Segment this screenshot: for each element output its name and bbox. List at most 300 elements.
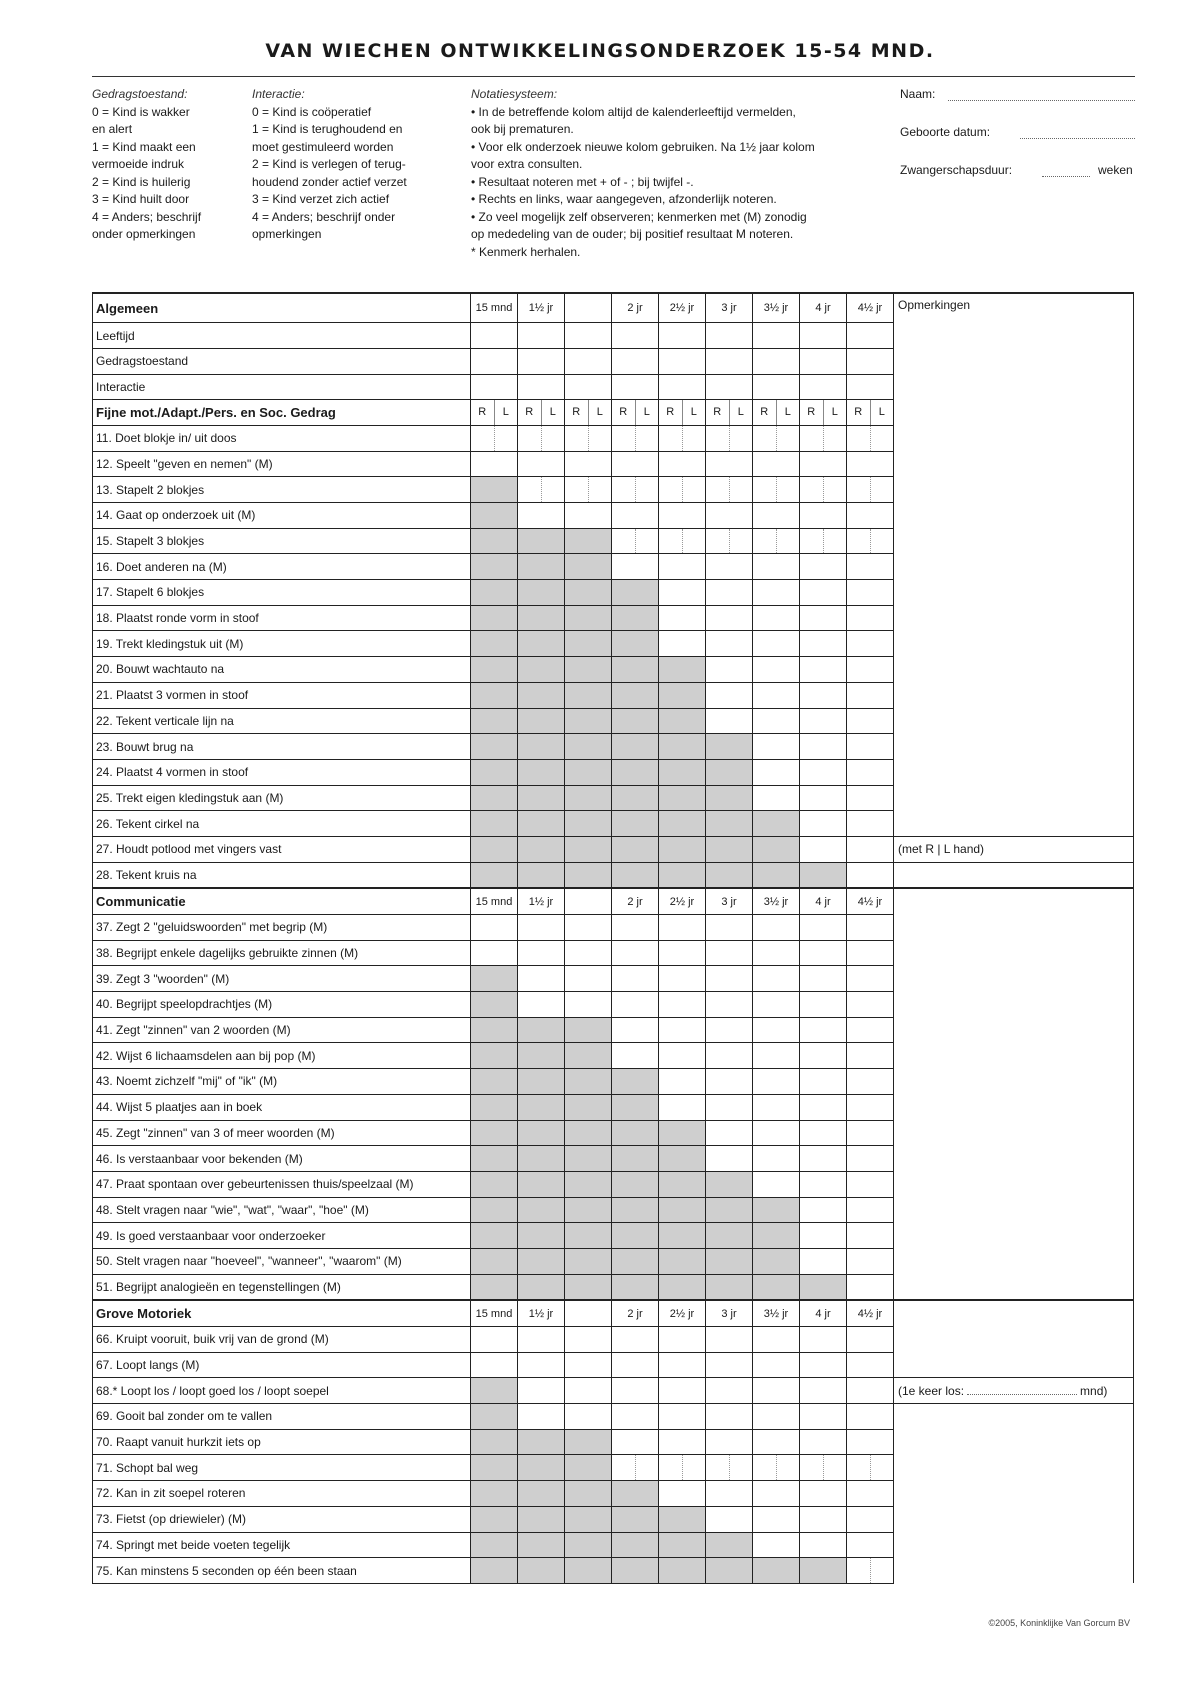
right-half[interactable] [659,426,683,451]
remarks-cell[interactable] [894,657,1134,683]
geboortedatum-field[interactable] [1020,126,1135,139]
result-cell[interactable] [753,940,800,966]
result-cell[interactable] [518,374,565,400]
result-cell[interactable] [753,785,800,811]
result-cell[interactable] [659,1455,706,1481]
remarks-cell[interactable] [894,1404,1134,1430]
remarks-cell[interactable] [894,811,1134,837]
result-cell[interactable] [800,1378,847,1404]
result-cell[interactable] [753,1043,800,1069]
result-cell[interactable] [706,966,753,992]
result-cell[interactable] [706,1017,753,1043]
result-cell[interactable] [706,580,753,606]
result-cell[interactable] [565,992,612,1018]
result-cell[interactable] [800,785,847,811]
result-cell[interactable] [753,1120,800,1146]
result-cell[interactable] [847,425,894,451]
result-cell[interactable] [659,631,706,657]
result-cell[interactable] [612,477,659,503]
remarks-cell[interactable] [894,966,1134,992]
result-cell[interactable] [753,708,800,734]
result-cell[interactable] [847,1558,894,1584]
result-cell[interactable] [518,425,565,451]
result-cell[interactable] [847,348,894,374]
result-cell[interactable] [800,348,847,374]
result-cell[interactable] [847,862,894,888]
remarks-cell[interactable] [894,1197,1134,1223]
result-cell[interactable] [659,554,706,580]
result-cell[interactable] [518,1327,565,1353]
result-cell[interactable] [706,425,753,451]
result-cell[interactable] [565,477,612,503]
result-cell[interactable] [471,1352,518,1378]
left-half[interactable] [871,529,894,554]
result-cell[interactable] [847,1352,894,1378]
left-half[interactable] [824,477,847,502]
result-cell[interactable] [753,1404,800,1430]
remarks-cell[interactable] [894,503,1134,529]
right-half[interactable] [800,1455,824,1480]
result-cell[interactable] [800,451,847,477]
result-cell[interactable] [659,503,706,529]
result-cell[interactable] [706,1455,753,1481]
result-cell[interactable] [706,915,753,941]
left-half[interactable] [636,1455,659,1480]
result-cell[interactable] [659,425,706,451]
result-cell[interactable] [753,1094,800,1120]
result-cell[interactable] [612,1429,659,1455]
result-cell[interactable] [706,1146,753,1172]
result-cell[interactable] [706,657,753,683]
result-cell[interactable] [847,1532,894,1558]
result-cell[interactable] [565,966,612,992]
result-cell[interactable] [753,1146,800,1172]
remarks-cell[interactable] [894,1248,1134,1274]
remarks-cell[interactable] [894,785,1134,811]
right-half[interactable] [518,426,542,451]
result-cell[interactable] [847,477,894,503]
remarks-cell[interactable] [894,708,1134,734]
remarks-cell[interactable] [894,631,1134,657]
result-cell[interactable] [800,1146,847,1172]
result-cell[interactable] [612,503,659,529]
result-cell[interactable] [800,323,847,349]
right-half[interactable] [706,1455,730,1480]
left-half[interactable] [730,529,753,554]
result-cell[interactable] [706,323,753,349]
right-half[interactable] [659,529,683,554]
result-cell[interactable] [706,605,753,631]
result-cell[interactable] [800,374,847,400]
result-cell[interactable] [565,940,612,966]
remarks-cell[interactable] [894,1043,1134,1069]
result-cell[interactable] [706,1327,753,1353]
remarks-cell[interactable] [894,940,1134,966]
result-cell[interactable] [706,992,753,1018]
result-cell[interactable] [847,759,894,785]
result-cell[interactable] [753,451,800,477]
result-cell[interactable] [800,1532,847,1558]
left-half[interactable] [683,426,706,451]
result-cell[interactable] [753,528,800,554]
result-cell[interactable] [847,1223,894,1249]
right-half[interactable] [847,426,871,451]
right-half[interactable] [518,477,542,502]
result-cell[interactable] [847,1043,894,1069]
result-cell[interactable] [706,348,753,374]
remarks-cell[interactable] [894,1506,1134,1532]
remarks-cell[interactable] [894,759,1134,785]
result-cell[interactable] [518,940,565,966]
result-cell[interactable] [706,503,753,529]
result-cell[interactable] [800,1043,847,1069]
result-cell[interactable] [800,1506,847,1532]
result-cell[interactable] [518,348,565,374]
result-cell[interactable] [753,1017,800,1043]
result-cell[interactable] [612,1378,659,1404]
right-half[interactable] [612,426,636,451]
result-cell[interactable] [847,451,894,477]
remarks-cell[interactable] [894,528,1134,554]
right-half[interactable] [659,1455,683,1480]
result-cell[interactable] [847,682,894,708]
result-cell[interactable] [753,425,800,451]
result-cell[interactable] [800,1455,847,1481]
right-half[interactable] [612,529,636,554]
result-cell[interactable] [659,1429,706,1455]
remarks-cell[interactable] [894,374,1134,400]
naam-field[interactable] [948,88,1135,101]
right-half[interactable] [800,477,824,502]
remarks-cell[interactable] [894,1327,1134,1353]
result-cell[interactable] [471,915,518,941]
result-cell[interactable] [800,966,847,992]
result-cell[interactable] [565,374,612,400]
result-cell[interactable] [565,1378,612,1404]
remark-dots[interactable] [967,1394,1077,1395]
left-half[interactable] [495,426,518,451]
left-half[interactable] [824,529,847,554]
left-half[interactable] [542,426,565,451]
result-cell[interactable] [706,708,753,734]
result-cell[interactable] [753,734,800,760]
remarks-cell[interactable] [894,605,1134,631]
result-cell[interactable] [800,708,847,734]
left-half[interactable] [777,1455,800,1480]
remarks-cell[interactable] [894,580,1134,606]
result-cell[interactable] [518,1378,565,1404]
result-cell[interactable] [847,836,894,862]
result-cell[interactable] [565,425,612,451]
result-cell[interactable] [800,1017,847,1043]
right-half[interactable] [706,426,730,451]
result-cell[interactable] [471,451,518,477]
result-cell[interactable] [753,323,800,349]
result-cell[interactable] [518,323,565,349]
result-cell[interactable] [659,1327,706,1353]
result-cell[interactable] [659,966,706,992]
result-cell[interactable] [659,1404,706,1430]
remarks-cell[interactable] [894,554,1134,580]
left-half[interactable] [824,426,847,451]
result-cell[interactable] [753,374,800,400]
result-cell[interactable] [800,1069,847,1095]
result-cell[interactable] [753,915,800,941]
remarks-cell[interactable] [894,1558,1134,1584]
result-cell[interactable] [753,1481,800,1507]
result-cell[interactable] [471,1327,518,1353]
result-cell[interactable] [706,1378,753,1404]
result-cell[interactable] [847,657,894,683]
result-cell[interactable] [800,631,847,657]
result-cell[interactable] [847,605,894,631]
right-half[interactable] [753,1455,777,1480]
right-half[interactable] [471,426,495,451]
right-half[interactable] [753,477,777,502]
result-cell[interactable] [471,374,518,400]
left-half[interactable] [636,477,659,502]
result-cell[interactable] [847,1429,894,1455]
remarks-cell[interactable] [894,1532,1134,1558]
left-half[interactable] [777,426,800,451]
result-cell[interactable] [847,811,894,837]
result-cell[interactable] [847,966,894,992]
result-cell[interactable] [847,1146,894,1172]
left-half[interactable] [871,426,894,451]
zwangerschap-field[interactable] [1042,164,1090,177]
right-half[interactable] [847,477,871,502]
result-cell[interactable] [753,1352,800,1378]
result-cell[interactable] [659,940,706,966]
result-cell[interactable] [847,1171,894,1197]
result-cell[interactable] [518,966,565,992]
result-cell[interactable] [800,915,847,941]
remarks-cell[interactable] [894,915,1134,941]
result-cell[interactable] [847,528,894,554]
result-cell[interactable] [659,1069,706,1095]
result-cell[interactable] [800,554,847,580]
result-cell[interactable] [612,348,659,374]
right-half[interactable] [565,477,589,502]
result-cell[interactable] [847,1120,894,1146]
result-cell[interactable] [612,915,659,941]
right-half[interactable] [706,477,730,502]
result-cell[interactable] [753,657,800,683]
result-cell[interactable] [565,451,612,477]
result-cell[interactable] [706,1404,753,1430]
result-cell[interactable] [800,1171,847,1197]
right-half[interactable] [753,529,777,554]
remarks-cell[interactable] [894,1481,1134,1507]
result-cell[interactable] [800,1352,847,1378]
result-cell[interactable] [659,992,706,1018]
result-cell[interactable] [706,554,753,580]
result-cell[interactable] [847,1481,894,1507]
result-cell[interactable] [612,992,659,1018]
remarks-cell[interactable] [894,1069,1134,1095]
result-cell[interactable] [706,682,753,708]
result-cell[interactable] [847,915,894,941]
result-cell[interactable] [800,1197,847,1223]
remarks-cell[interactable] [894,1429,1134,1455]
remarks-cell[interactable] [894,1223,1134,1249]
result-cell[interactable] [753,1429,800,1455]
result-cell[interactable] [753,477,800,503]
result-cell[interactable] [659,605,706,631]
result-cell[interactable] [565,348,612,374]
left-half[interactable] [683,529,706,554]
result-cell[interactable] [800,940,847,966]
remarks-cell[interactable] [894,477,1134,503]
left-half[interactable] [730,426,753,451]
right-half[interactable] [659,477,683,502]
right-half[interactable] [612,1455,636,1480]
result-cell[interactable] [612,1455,659,1481]
result-cell[interactable] [847,1248,894,1274]
result-cell[interactable] [659,323,706,349]
result-cell[interactable] [800,682,847,708]
left-half[interactable] [542,477,565,502]
result-cell[interactable] [800,734,847,760]
result-cell[interactable] [706,1429,753,1455]
left-half[interactable] [824,1455,847,1480]
right-half[interactable] [847,529,871,554]
left-half[interactable] [730,1455,753,1480]
remarks-cell[interactable] [894,734,1134,760]
result-cell[interactable] [753,503,800,529]
result-cell[interactable] [612,451,659,477]
result-cell[interactable] [612,323,659,349]
result-cell[interactable] [706,528,753,554]
result-cell[interactable] [518,451,565,477]
left-half[interactable] [777,477,800,502]
result-cell[interactable] [847,631,894,657]
result-cell[interactable] [847,374,894,400]
result-cell[interactable] [847,708,894,734]
right-half[interactable] [565,426,589,451]
result-cell[interactable] [612,1327,659,1353]
result-cell[interactable] [659,915,706,941]
remarks-cell[interactable] [894,992,1134,1018]
remarks-cell[interactable] [894,1274,1134,1300]
result-cell[interactable] [706,477,753,503]
remarks-cell[interactable] [894,425,1134,451]
result-cell[interactable] [518,503,565,529]
remarks-cell[interactable] [894,1378,1134,1404]
result-cell[interactable] [753,1069,800,1095]
remarks-cell[interactable] [894,1455,1134,1481]
result-cell[interactable] [706,1506,753,1532]
result-cell[interactable] [518,915,565,941]
result-cell[interactable] [800,759,847,785]
result-cell[interactable] [753,605,800,631]
left-half[interactable] [777,529,800,554]
result-cell[interactable] [800,503,847,529]
result-cell[interactable] [800,425,847,451]
result-cell[interactable] [659,1043,706,1069]
result-cell[interactable] [706,1043,753,1069]
right-half[interactable] [847,1558,871,1583]
result-cell[interactable] [659,477,706,503]
remarks-cell[interactable] [894,836,1134,862]
result-cell[interactable] [612,966,659,992]
result-cell[interactable] [800,1429,847,1455]
result-cell[interactable] [612,374,659,400]
result-cell[interactable] [800,1120,847,1146]
left-half[interactable] [589,426,612,451]
left-half[interactable] [636,529,659,554]
right-half[interactable] [612,477,636,502]
result-cell[interactable] [612,425,659,451]
result-cell[interactable] [847,1274,894,1300]
result-cell[interactable] [847,554,894,580]
result-cell[interactable] [471,425,518,451]
result-cell[interactable] [800,1481,847,1507]
result-cell[interactable] [753,1455,800,1481]
result-cell[interactable] [753,1171,800,1197]
result-cell[interactable] [847,1197,894,1223]
result-cell[interactable] [659,1017,706,1043]
result-cell[interactable] [800,992,847,1018]
result-cell[interactable] [800,1404,847,1430]
result-cell[interactable] [753,1378,800,1404]
remarks-cell[interactable] [894,1146,1134,1172]
result-cell[interactable] [800,811,847,837]
result-cell[interactable] [800,528,847,554]
result-cell[interactable] [659,1352,706,1378]
result-cell[interactable] [847,940,894,966]
left-half[interactable] [683,477,706,502]
result-cell[interactable] [847,1506,894,1532]
result-cell[interactable] [847,1017,894,1043]
left-half[interactable] [636,426,659,451]
result-cell[interactable] [471,940,518,966]
result-cell[interactable] [706,940,753,966]
result-cell[interactable] [847,1455,894,1481]
result-cell[interactable] [612,940,659,966]
result-cell[interactable] [800,605,847,631]
result-cell[interactable] [753,348,800,374]
result-cell[interactable] [753,631,800,657]
right-half[interactable] [706,529,730,554]
left-half[interactable] [871,477,894,502]
remarks-cell[interactable] [894,862,1134,888]
result-cell[interactable] [800,580,847,606]
result-cell[interactable] [565,1352,612,1378]
result-cell[interactable] [659,374,706,400]
right-half[interactable] [800,529,824,554]
result-cell[interactable] [565,915,612,941]
right-half[interactable] [800,426,824,451]
result-cell[interactable] [706,1094,753,1120]
result-cell[interactable] [847,1069,894,1095]
result-cell[interactable] [471,348,518,374]
remarks-cell[interactable] [894,323,1134,349]
result-cell[interactable] [753,759,800,785]
result-cell[interactable] [847,992,894,1018]
result-cell[interactable] [847,1327,894,1353]
result-cell[interactable] [612,1404,659,1430]
result-cell[interactable] [753,1506,800,1532]
result-cell[interactable] [847,1378,894,1404]
result-cell[interactable] [706,1481,753,1507]
result-cell[interactable] [753,580,800,606]
left-half[interactable] [871,1455,894,1480]
result-cell[interactable] [659,348,706,374]
remarks-cell[interactable] [894,451,1134,477]
remarks-cell[interactable] [894,1171,1134,1197]
result-cell[interactable] [753,1327,800,1353]
